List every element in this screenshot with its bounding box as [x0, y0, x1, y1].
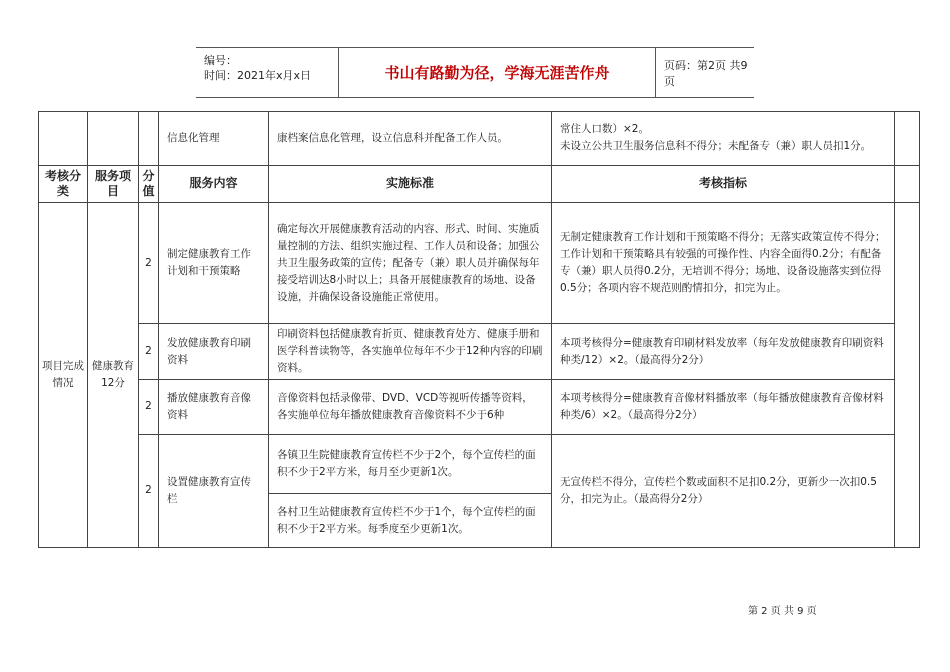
col-score: 分值 [139, 165, 159, 202]
table-header-row [39, 165, 920, 202]
row-score: 2 [139, 203, 159, 324]
row-score: 2 [139, 324, 159, 380]
col-project: 服务项目 [88, 165, 139, 202]
row-content: 制定健康教育工作计划和干预策略 [159, 203, 269, 324]
row-content: 播放健康教育音像资料 [159, 380, 269, 435]
header-time: 时间：2021年x月x日 [204, 69, 312, 82]
row-standard-b: 各村卫生站健康教育宣传栏不少于1个，每个宣传栏的面积不少于2平方米。每季度至少更新1次。 [269, 494, 552, 548]
col-standard: 实施标准 [269, 165, 552, 202]
page-header [196, 47, 754, 98]
row-score: 2 [139, 380, 159, 435]
header-page: 页码：第2页 共9页 [664, 58, 748, 88]
table-row [39, 434, 920, 494]
row-score: 2 [139, 434, 159, 547]
header-meta [196, 48, 339, 97]
row-content: 设置健康教育宣传栏 [159, 434, 269, 547]
carry-row [39, 112, 920, 166]
row-indicator: 本项考核得分=健康教育音像材料播放率（每年播放健康教育音像材料种类/6）×2。（最高得分2分） [552, 380, 895, 435]
header-code: 编号： [204, 54, 237, 67]
row-indicator: 无宣传栏不得分，宣传栏个数或面积不足扣0.2分，更新少一次扣0.5分，扣完为止。（最高得分2分） [552, 434, 895, 547]
carry-content: 信息化管理 [159, 112, 269, 166]
row-indicator: 无制定健康教育工作计划和干预策略不得分；无落实政策宣传不得分；工作计划和干预策略具有较强的可操作性、内容全面得0.2分；有配备专（兼）职人员得0.2分，无培训不得分；场地、设备设施落实到位得0.5分；各项内容不规范则酌情扣分，扣完为止。 [552, 203, 895, 324]
page-footer: 第 2 页 共 9 页 [748, 606, 817, 617]
row-indicator: 本项考核得分=健康教育印刷材料发放率（每年发放健康教育印刷资料种类/12）×2。（最高得分2分） [552, 324, 895, 380]
row-content: 发放健康教育印刷资料 [159, 324, 269, 380]
row-standard-a: 各镇卫生院健康教育宣传栏不少于2个，每个宣传栏的面积不少于2平方米，每月至少更新1次。 [269, 434, 552, 494]
carry-indicator: 常住人口数）×2。 未设立公共卫生服务信息科不得分；未配备专（兼）职人员扣1分。 [552, 112, 895, 166]
table-row [39, 380, 920, 435]
group-category: 项目完成情况 [39, 203, 88, 548]
table-row [39, 324, 920, 380]
group-project: 健康教育12分 [88, 203, 139, 548]
table-row [39, 203, 920, 324]
col-indicator: 考核指标 [552, 165, 895, 202]
header-motto: 书山有路勤为径，学海无涯苦作舟 [339, 48, 656, 97]
col-category: 考核分类 [39, 165, 88, 202]
assessment-table [38, 111, 920, 548]
row-standard: 确定每次开展健康教育活动的内容、形式、时间、实施质量控制的方法、组织实施过程、工作人员和设备；加强公共卫生服务政策的宣传；配备专（兼）职人员并确保每年接受培训达8小时以上；具备开展健康教育的场地、设备设施，并确保设备设施能正常使用。 [269, 203, 552, 324]
row-standard: 音像资料包括录像带、DVD、VCD等视听传播等资料，各实施单位每年播放健康教育音像资料不少于6种 [269, 380, 552, 435]
row-standard: 印刷资料包括健康教育折页、健康教育处方、健康手册和医学科普读物等，各实施单位每年不少于12种内容的印刷资料。 [269, 324, 552, 380]
carry-standard: 康档案信息化管理，设立信息科并配备工作人员。 [269, 112, 552, 166]
col-content: 服务内容 [159, 165, 269, 202]
